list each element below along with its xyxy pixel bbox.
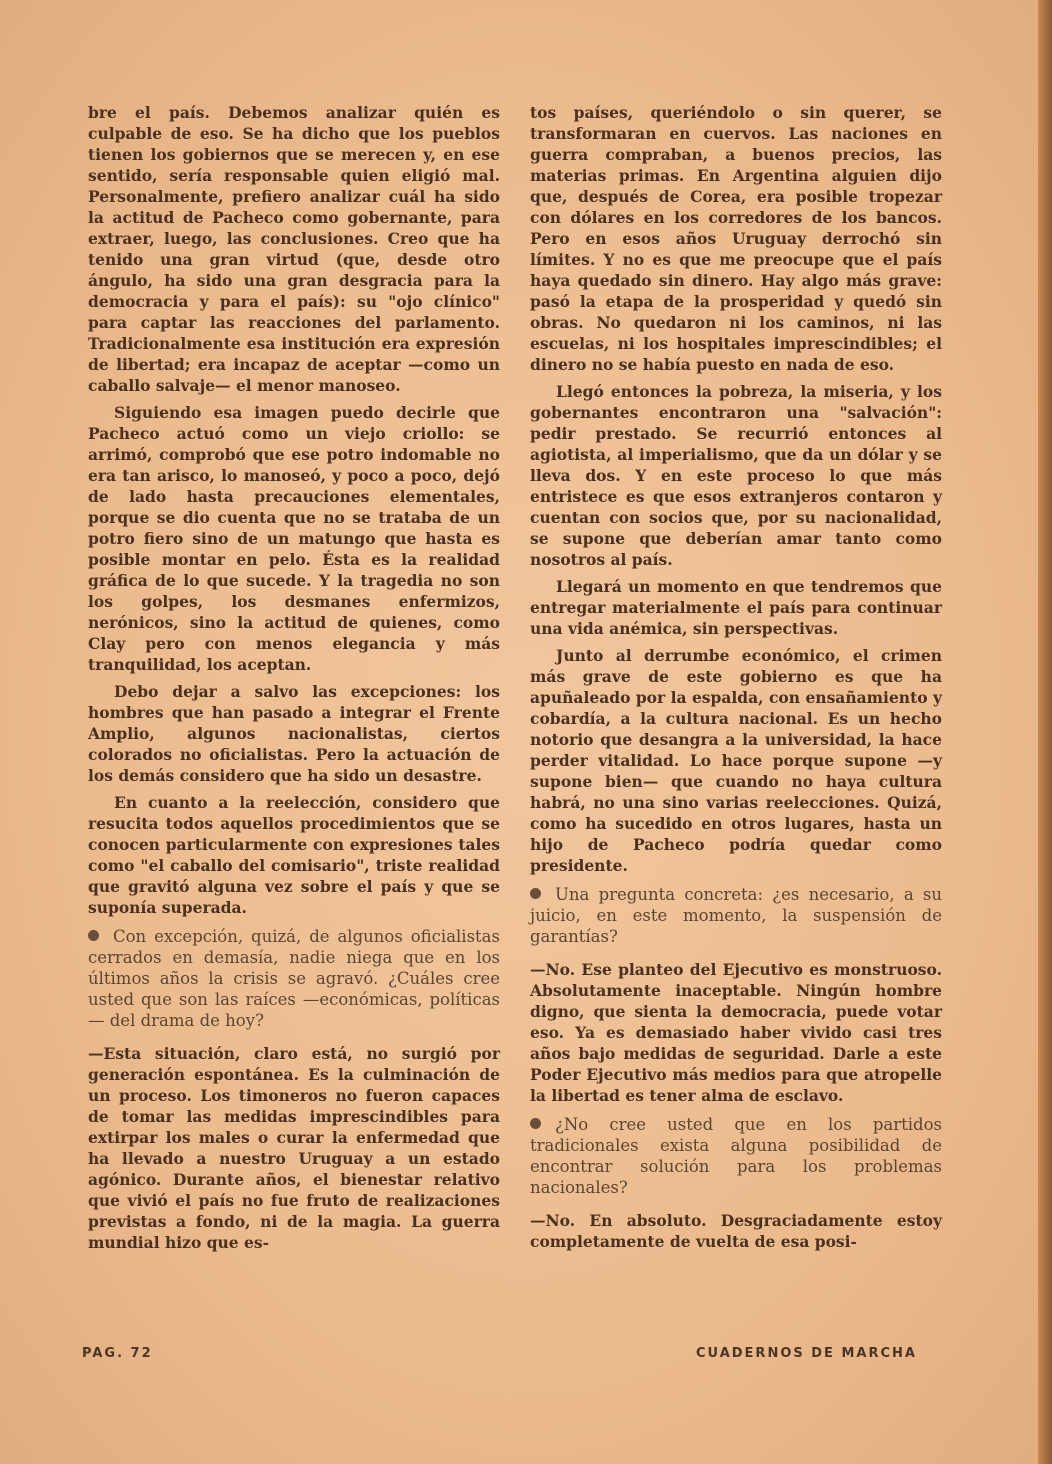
question-text: ¿No cree usted que en los partidos tradicionales exista alguna posibilidad de encontrar solución para los problemas nacionales? bbox=[530, 1115, 942, 1197]
bullet-icon bbox=[530, 888, 541, 899]
publication-name: CUADERNOS DE MARCHA bbox=[696, 1346, 917, 1361]
question bbox=[530, 884, 942, 947]
bullet-icon bbox=[530, 1118, 541, 1129]
bullet-icon bbox=[88, 930, 99, 941]
question bbox=[88, 926, 500, 1031]
paragraph: Llegó entonces la pobreza, la miseria, y los gobernantes encontraron una "salvación": pedir prestado. Se recurrió entonces al agiotista, al imperialismo, que da un dólar y se lleva dos. Y en este proceso lo que más entristece es que esos extranjeros contaron y cuentan con socios que, por su nacionalidad, se supone que deberían amar tanto como nosotros al país. bbox=[530, 382, 942, 569]
page-edge bbox=[1038, 0, 1052, 1464]
right-column bbox=[530, 102, 942, 1258]
paragraph: —Esta situación, claro está, no surgió por generación espontánea. Es la culminación de un proceso. Los timoneros no fueron capaces de tomar las medidas imprescindibles para extirpar los males o curar la enfermedad que ha llevado a nuestro Uruguay a un estado agónico. Durante años, el bienestar relativo que vivió el país no fue fruto de realizaciones previstas a fondo, ni de la magia. La guerra mundial hizo que es- bbox=[88, 1044, 500, 1252]
paragraph: Llegará un momento en que tendremos que entregar materialmente el país para continuar una vida anémica, sin perspectivas. bbox=[530, 577, 942, 638]
paragraph: —No. En absoluto. Desgraciadamente estoy completamente de vuelta de esa posi- bbox=[530, 1211, 942, 1251]
left-column bbox=[88, 102, 500, 1259]
paragraph: tos países, queriéndolo o sin querer, se transformaran en cuervos. Las naciones en guerra compraban, a buenos precios, las materias primas. En Argentina alguien dijo que, después de Corea, era posible tropezar con dólares en los corredores de los bancos. Pero en esos años Uruguay derrochó sin límites. Y no es que me preocupe que el país haya quedado sin dinero. Hay algo más grave: pasó la etapa de la prosperidad y quedó sin obras. No quedaron ni los caminos, ni las escuelas, ni los hospitales imprescindibles; el dinero no se había puesto en nada de eso. bbox=[530, 103, 942, 374]
question-text: Una pregunta concreta: ¿es necesario, a su juicio, en este momento, la suspensión de garantías? bbox=[530, 885, 942, 946]
paragraph: —No. Ese planteo del Ejecutivo es monstruoso. Absolutamente inaceptable. Ningún hombre digno, que sienta la democracia, puede votar eso. Ya es demasiado haber vivido casi tres años bajo medidas de seguridad. Darle a este Poder Ejecutivo más medios para que atropelle la libertad es tener alma de esclavo. bbox=[530, 960, 942, 1105]
page-number: PAG. 72 bbox=[82, 1346, 153, 1361]
paragraph: Siguiendo esa imagen puedo decirle que Pacheco actuó como un viejo criollo: se arrimó, comprobó que ese potro indomable no era tan arisco, lo manoseó, y poco a poco, dejó de lado hasta precauciones elementales, porque se dio cuenta que no se trataba de un potro fiero sino de un matungo que hasta es posible montar en pelo. Ésta es la realidad gráfica de lo que sucede. Y la tragedia no son los golpes, los desmanes enfermizos, nerónicos, sino la actitud de quienes, como Clay pero con menos elegancia y más tranquilidad, los aceptan. bbox=[88, 403, 500, 674]
question bbox=[530, 1114, 942, 1198]
paragraph: Junto al derrumbe económico, el crimen más grave de este gobierno es que ha apuñaleado por la espalda, con ensañamiento y cobardía, a la cultura nacional. Es un hecho notorio que desangra a la universidad, la hace perder vitalidad. Lo hace porque supone —y supone bien— que cuando no haya cultura habrá, no una sino varias reelecciones. Quizá, como ha sucedido en otros lugares, hasta un hijo de Pacheco podría quedar como presidente. bbox=[530, 646, 942, 875]
paragraph: En cuanto a la reelección, considero que resucita todos aquellos procedimientos que se conocen particularmente con expresiones tales como "el caballo del comisario", triste realidad que gravitó alguna vez sobre el país y que se suponía superada. bbox=[88, 793, 500, 917]
paragraph: bre el país. Debemos analizar quién es culpable de eso. Se ha dicho que los pueblos tienen los gobiernos que se merecen y, en ese sentido, sería responsable quien eligió mal. Personalmente, prefiero analizar cuál ha sido la actitud de Pacheco como gobernante, para extraer, luego, las conclusiones. Creo que ha tenido una gran virtud (que, desde otro ángulo, ha sido una gran desgracia para la democracia y para el país): su "ojo clínico" para captar las reacciones del parlamento. Tradicionalmente esa institución era expresión de libertad; era incapaz de aceptar —como un caballo salvaje— el menor manoseo. bbox=[88, 103, 500, 395]
paragraph: Debo dejar a salvo las excepciones: los hombres que han pasado a integrar el Frente Amplio, algunos nacionalistas, ciertos colorados no oficialistas. Pero la actuación de los demás considero que ha sido un desastre. bbox=[88, 682, 500, 785]
question-text: Con excepción, quizá, de algunos oficialistas cerrados en demasía, nadie niega que en los últimos años la crisis se agravó. ¿Cuáles cree usted que son las raíces —económicas, políticas— del drama de hoy? bbox=[88, 927, 500, 1030]
